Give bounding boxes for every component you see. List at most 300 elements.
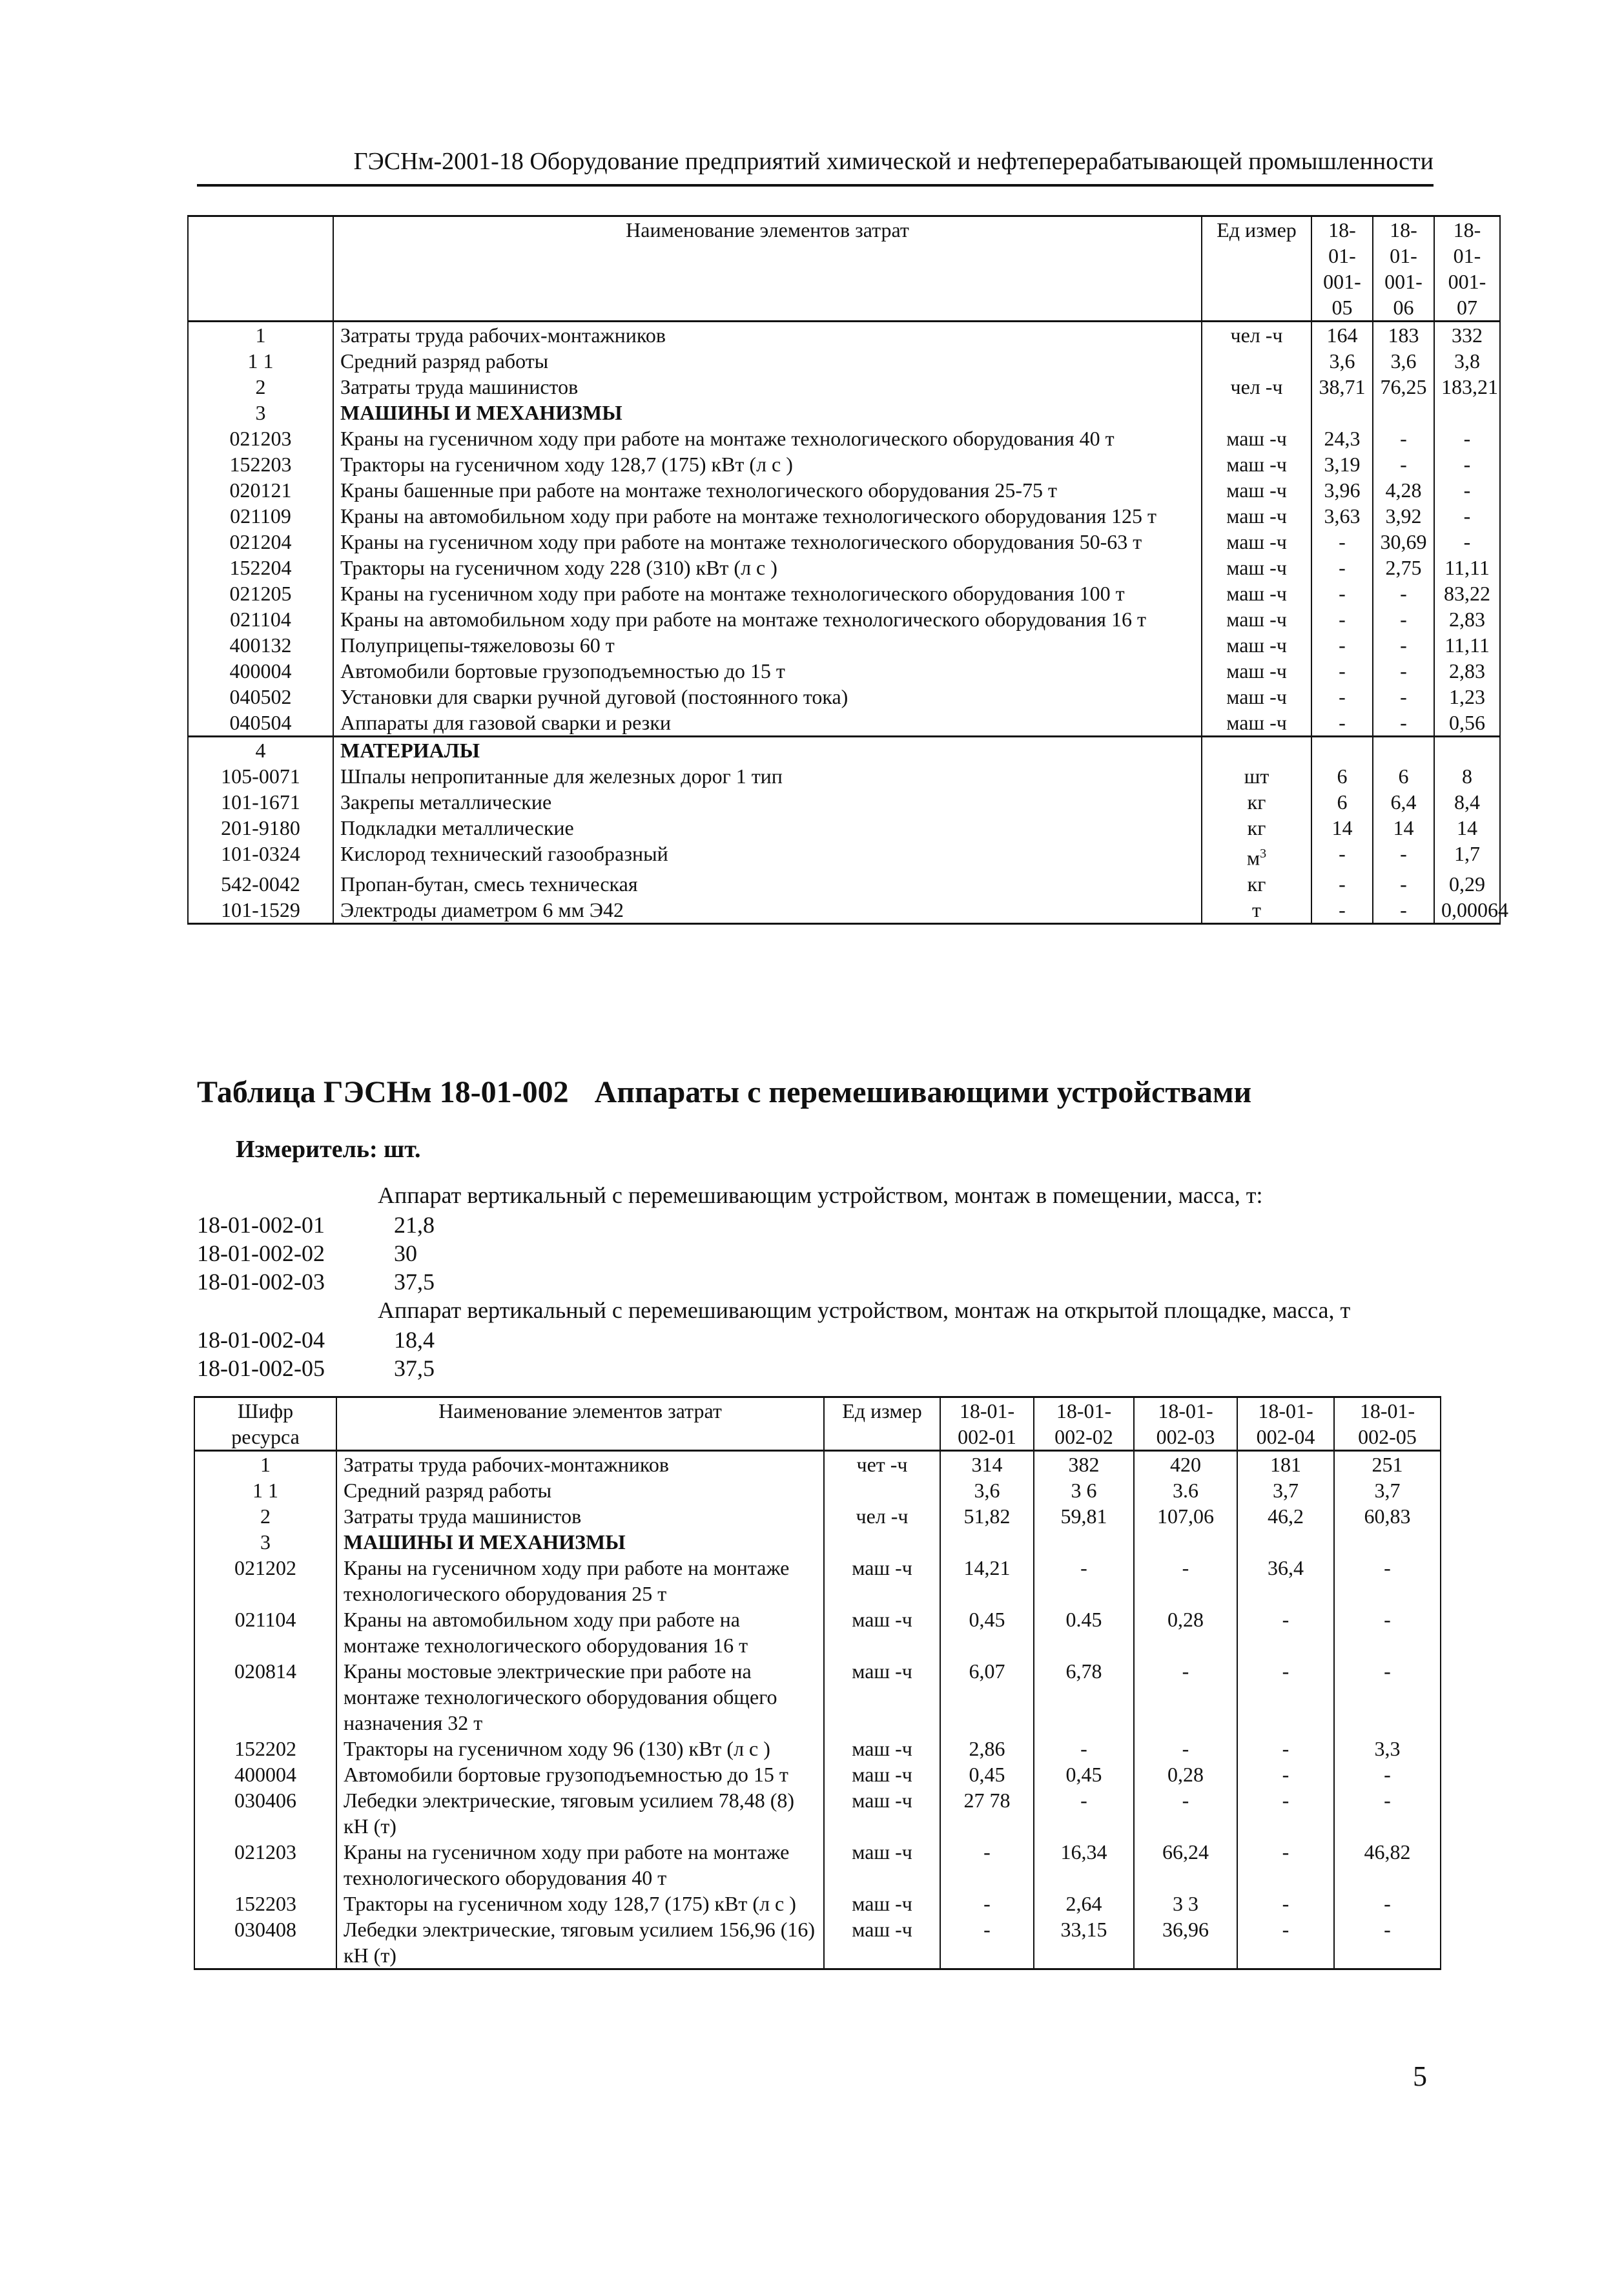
norm-value: - — [1237, 1891, 1334, 1916]
cost-element-name: Кислород технический газообразный — [333, 841, 1202, 871]
norm-value — [1434, 400, 1500, 426]
header-col: 18-01-002-04 — [1237, 1397, 1334, 1451]
unit-of-measure: маш -ч — [1202, 632, 1311, 658]
norm-value: - — [1134, 1555, 1237, 1607]
norm-value — [1134, 1529, 1237, 1555]
norm-value: 59,81 — [1034, 1503, 1134, 1529]
norm-value: 66,24 — [1134, 1839, 1237, 1891]
norm-value: - — [1311, 871, 1373, 897]
norm-value: 332 — [1434, 322, 1500, 349]
unit-of-measure: шт — [1202, 763, 1311, 789]
norm-value: 0,45 — [1034, 1761, 1134, 1787]
table-title-text: Аппараты с перемешивающими устройствами — [594, 1075, 1252, 1109]
norm-value: 3,92 — [1373, 503, 1434, 529]
resource-code: 152203 — [194, 1891, 336, 1916]
unit-of-measure: маш -ч — [1202, 529, 1311, 555]
norm-value: 46,82 — [1334, 1839, 1441, 1891]
norm-value — [1237, 1529, 1334, 1555]
norm-value: - — [1373, 580, 1434, 606]
table-row — [194, 1503, 1441, 1529]
norm-value: - — [1334, 1607, 1441, 1658]
norm-value: - — [940, 1916, 1034, 1969]
resource-code: 021104 — [194, 1607, 336, 1658]
table-row — [194, 1916, 1441, 1969]
norm-value: 0,28 — [1134, 1607, 1237, 1658]
section-heading: МАШИНЫ И МЕХАНИЗМЫ — [333, 400, 1202, 426]
norm-value: - — [1434, 451, 1500, 477]
norm-value: 27 78 — [940, 1787, 1034, 1839]
norm-value: - — [1373, 684, 1434, 710]
norm-value — [1434, 737, 1500, 764]
norm-value: - — [1134, 1658, 1237, 1736]
norm-value: - — [1334, 1891, 1441, 1916]
unit-of-measure: маш -ч — [1202, 580, 1311, 606]
unit-of-measure: маш -ч — [1202, 658, 1311, 684]
norm-value: 14,21 — [940, 1555, 1034, 1607]
unit-of-measure: чел -ч — [824, 1503, 940, 1529]
unit-of-measure — [824, 1477, 940, 1503]
norm-value: 30,69 — [1373, 529, 1434, 555]
cost-element-name: Тракторы на гусеничном ходу 228 (310) кВт (л с ) — [333, 555, 1202, 580]
unit-of-measure: маш -ч — [824, 1891, 940, 1916]
unit-of-measure: т — [1202, 897, 1311, 924]
measure-unit: Измеритель: шт. — [236, 1136, 421, 1163]
norm-code: 18-01-002-01 — [197, 1212, 325, 1238]
norm-value: - — [1311, 684, 1373, 710]
norm-value: - — [1334, 1787, 1441, 1839]
table-row — [188, 737, 1500, 764]
norm-value: 16,34 — [1034, 1839, 1134, 1891]
norm-value — [1311, 737, 1373, 764]
cost-element-name: Средний разряд работы — [333, 348, 1202, 374]
norm-value: 0,00064 — [1434, 897, 1500, 924]
header-col: 18-01-002-01 — [940, 1397, 1034, 1451]
norm-value: - — [1311, 555, 1373, 580]
table-row — [188, 477, 1500, 503]
norm-value: - — [1311, 529, 1373, 555]
cost-element-name: Средний разряд работы — [336, 1477, 824, 1503]
resource-code: 542-0042 — [188, 871, 333, 897]
unit-superscript: 3 — [1260, 847, 1267, 861]
table-row — [188, 374, 1500, 400]
norm-value: 0.45 — [1034, 1607, 1134, 1658]
norm-value: - — [1034, 1787, 1134, 1839]
norm-value: 3,6 — [1311, 348, 1373, 374]
norm-value: - — [1311, 841, 1373, 871]
unit-of-measure: маш -ч — [1202, 451, 1311, 477]
cost-element-name: Тракторы на гусеничном ходу 128,7 (175) кВт (л с ) — [333, 451, 1202, 477]
norm-value: - — [1373, 710, 1434, 737]
unit-of-measure: маш -ч — [1202, 503, 1311, 529]
cost-element-name: Тракторы на гусеничном ходу 96 (130) кВт (л с ) — [336, 1736, 824, 1761]
norm-value: - — [1237, 1761, 1334, 1787]
norm-value: 3 3 — [1134, 1891, 1237, 1916]
resource-code: 1 1 — [194, 1477, 336, 1503]
norm-value: - — [940, 1891, 1034, 1916]
norm-value: - — [1311, 606, 1373, 632]
norm-value: - — [1334, 1555, 1441, 1607]
norm-code: 18-01-002-05 — [197, 1355, 325, 1381]
header-rule — [197, 184, 1434, 187]
norm-value: 2,75 — [1373, 555, 1434, 580]
section-heading: МАШИНЫ И МЕХАНИЗМЫ — [336, 1529, 824, 1555]
norm-value: 107,06 — [1134, 1503, 1237, 1529]
table-row — [188, 529, 1500, 555]
resource-code: 1 — [194, 1451, 336, 1478]
resource-code: 400004 — [194, 1761, 336, 1787]
table-row — [188, 789, 1500, 815]
cost-element-name: Электроды диаметром 6 мм Э42 — [333, 897, 1202, 924]
norm-value: - — [940, 1839, 1034, 1891]
page-number: 5 — [1413, 2060, 1427, 2092]
norm-value: 0,56 — [1434, 710, 1500, 737]
norm-value: 6 — [1311, 763, 1373, 789]
norm-value: 4,28 — [1373, 477, 1434, 503]
norm-value: 11,11 — [1434, 555, 1500, 580]
table-row — [188, 580, 1500, 606]
norm-value: 6 — [1311, 789, 1373, 815]
norm-value: 36,96 — [1134, 1916, 1237, 1969]
group-heading: Аппарат вертикальный с перемешивающим устройством, монтаж в помещении, масса, т: — [378, 1182, 1263, 1208]
resource-code: 030408 — [194, 1916, 336, 1969]
section-heading: МАТЕРИАЛЫ — [333, 737, 1202, 764]
norm-value: - — [1034, 1555, 1134, 1607]
resource-code: 4 — [188, 737, 333, 764]
norm-value: 14 — [1311, 815, 1373, 841]
cost-element-name: Затраты труда машинистов — [336, 1503, 824, 1529]
table-row — [194, 1529, 1441, 1555]
cost-element-name: Подкладки металлические — [333, 815, 1202, 841]
norm-value: 8 — [1434, 763, 1500, 789]
cost-element-name: Краны на гусеничном ходу при работе на монтаже технологического оборудования 50-63 т — [333, 529, 1202, 555]
resource-code: 040502 — [188, 684, 333, 710]
cost-element-name: Краны на гусеничном ходу при работе на монтаже технологического оборудования 100 т — [333, 580, 1202, 606]
unit-of-measure: маш -ч — [824, 1658, 940, 1736]
cost-element-name: Шпалы непропитанные для железных дорог 1 тип — [333, 763, 1202, 789]
norm-value: - — [1334, 1658, 1441, 1736]
norm-value: 1,7 — [1434, 841, 1500, 871]
table-title — [197, 1074, 1430, 1110]
header-col: 18-01-001-06 — [1373, 216, 1434, 322]
table-row — [194, 1451, 1441, 1478]
header-col: 18-01-002-03 — [1134, 1397, 1237, 1451]
cost-element-name: Установки для сварки ручной дуговой (постоянного тока) — [333, 684, 1202, 710]
norm-value — [1311, 400, 1373, 426]
norm-value — [1373, 737, 1434, 764]
resource-code: 105-0071 — [188, 763, 333, 789]
unit-of-measure: кг — [1202, 815, 1311, 841]
norm-value: 2,83 — [1434, 606, 1500, 632]
norm-value: 3,8 — [1434, 348, 1500, 374]
table-row — [194, 1839, 1441, 1891]
norm-value: 314 — [940, 1451, 1034, 1478]
norm-value: - — [1134, 1736, 1237, 1761]
norm-value: 36,4 — [1237, 1555, 1334, 1607]
norm-value: 24,3 — [1311, 426, 1373, 451]
cost-element-name: Краны башенные при работе на монтаже технологического оборудования 25-75 т — [333, 477, 1202, 503]
norm-value: - — [1237, 1607, 1334, 1658]
resource-code: 3 — [194, 1529, 336, 1555]
norm-value: - — [1311, 580, 1373, 606]
norm-value: 3,6 — [940, 1477, 1034, 1503]
cost-element-name: Автомобили бортовые грузоподъемностью до 15 т — [336, 1761, 824, 1787]
unit-of-measure: маш -ч — [1202, 426, 1311, 451]
running-header: ГЭСНм-2001-18 Оборудование предприятий химической и нефтеперерабатывающей промышленности — [353, 148, 1434, 175]
resource-table-001 — [187, 215, 1508, 925]
unit-of-measure: маш -ч — [824, 1761, 940, 1787]
resource-code: 2 — [194, 1503, 336, 1529]
norm-value: 33,15 — [1034, 1916, 1134, 1969]
norm-value: - — [1034, 1736, 1134, 1761]
table-row — [188, 503, 1500, 529]
resource-code: 101-1529 — [188, 897, 333, 924]
unit-of-measure: кг — [1202, 789, 1311, 815]
norm-value: - — [1373, 632, 1434, 658]
resource-table-002 — [194, 1396, 1441, 1970]
header-unit: Ед измер — [1202, 216, 1311, 322]
norm-value: 51,82 — [940, 1503, 1034, 1529]
norm-value: - — [1237, 1839, 1334, 1891]
table-row — [188, 710, 1500, 737]
resource-code: 101-1671 — [188, 789, 333, 815]
table-row — [194, 1736, 1441, 1761]
table-row — [194, 1477, 1441, 1503]
header-col: 18-01-002-05 — [1334, 1397, 1441, 1451]
cost-element-name: Полуприцепы-тяжеловозы 60 т — [333, 632, 1202, 658]
norm-value: - — [1373, 658, 1434, 684]
norm-code: 18-01-002-02 — [197, 1240, 325, 1266]
norm-value: 6,78 — [1034, 1658, 1134, 1736]
header-col: 18-01-001-07 — [1434, 216, 1500, 322]
resource-code: 021109 — [188, 503, 333, 529]
cost-element-name: Затраты труда рабочих-монтажников — [336, 1451, 824, 1478]
resource-code: 021203 — [194, 1839, 336, 1891]
norm-value: 420 — [1134, 1451, 1237, 1478]
cost-element-name: Краны на гусеничном ходу при работе на монтаже технологического оборудования 40 т — [333, 426, 1202, 451]
norm-value: 3,7 — [1334, 1477, 1441, 1503]
table-row — [188, 658, 1500, 684]
table-row — [188, 400, 1500, 426]
cost-element-name: Лебедки электрические, тяговым усилием 156,96 (16) кН (т) — [336, 1916, 824, 1969]
header-code: Шифр ресурса — [194, 1397, 336, 1451]
norm-value: 2,86 — [940, 1736, 1034, 1761]
resource-code: 020814 — [194, 1658, 336, 1736]
norm-value: - — [1434, 529, 1500, 555]
table-row — [188, 763, 1500, 789]
norm-value: - — [1434, 477, 1500, 503]
cost-element-name: Затраты труда машинистов — [333, 374, 1202, 400]
norm-value: 2,64 — [1034, 1891, 1134, 1916]
norm-value: 38,71 — [1311, 374, 1373, 400]
cost-element-name: Краны мостовые электрические при работе на монтаже технологического оборудования общего назначения 32 т — [336, 1658, 824, 1736]
resource-code: 152204 — [188, 555, 333, 580]
norm-value: 11,11 — [1434, 632, 1500, 658]
norm-value: 46,2 — [1237, 1503, 1334, 1529]
table-row — [194, 1787, 1441, 1839]
unit-of-measure: маш -ч — [1202, 606, 1311, 632]
norm-value: - — [1434, 503, 1500, 529]
norm-code: 18-01-002-03 — [197, 1269, 325, 1295]
table-row — [188, 451, 1500, 477]
resource-code: 1 1 — [188, 348, 333, 374]
norm-value — [1334, 1529, 1441, 1555]
norm-value: 37,5 — [394, 1269, 435, 1295]
resource-code: 021104 — [188, 606, 333, 632]
cost-element-name: Автомобили бортовые грузоподъемностью до 15 т — [333, 658, 1202, 684]
norm-value: - — [1237, 1787, 1334, 1839]
cost-element-name: Пропан-бутан, смесь техническая — [333, 871, 1202, 897]
header-name: Наименование элементов затрат — [333, 216, 1202, 322]
norm-value: - — [1434, 426, 1500, 451]
norm-value: 3,3 — [1334, 1736, 1441, 1761]
header-col: 18-01-001-05 — [1311, 216, 1373, 322]
norm-value: - — [1237, 1916, 1334, 1969]
table-title-code: Таблица ГЭСНм 18-01-002 — [197, 1075, 569, 1109]
unit-of-measure: маш -ч — [824, 1916, 940, 1969]
norm-value — [1034, 1529, 1134, 1555]
norm-value: 21,8 — [394, 1212, 435, 1238]
resource-code: 152202 — [194, 1736, 336, 1761]
norm-value: - — [1334, 1761, 1441, 1787]
norm-value: - — [1237, 1658, 1334, 1736]
norm-value: 6,07 — [940, 1658, 1034, 1736]
norm-value: - — [1373, 606, 1434, 632]
unit-of-measure — [1202, 348, 1311, 374]
unit-of-measure — [824, 1529, 940, 1555]
table-row — [188, 632, 1500, 658]
unit-of-measure: маш -ч — [1202, 710, 1311, 737]
cost-element-name: Краны на автомобильном ходу при работе на монтаже технологического оборудования 16 т — [333, 606, 1202, 632]
norm-value: 164 — [1311, 322, 1373, 349]
norm-value: 382 — [1034, 1451, 1134, 1478]
norm-value: 60,83 — [1334, 1503, 1441, 1529]
cost-element-name: Краны на гусеничном ходу при работе на монтаже технологического оборудования 25 т — [336, 1555, 824, 1607]
norm-value: - — [1311, 658, 1373, 684]
norm-value: 3,6 — [1373, 348, 1434, 374]
resource-code: 152203 — [188, 451, 333, 477]
table-row — [188, 897, 1500, 924]
resource-code: 021203 — [188, 426, 333, 451]
unit-of-measure: кг — [1202, 871, 1311, 897]
norm-value: 0,45 — [940, 1607, 1034, 1658]
norm-value: 30 — [394, 1240, 417, 1266]
norm-value: 8,4 — [1434, 789, 1500, 815]
table-row — [188, 871, 1500, 897]
cost-element-name: Закрепы металлические — [333, 789, 1202, 815]
norm-value — [940, 1529, 1034, 1555]
norm-value: - — [1373, 871, 1434, 897]
unit-of-measure: $м^3$ — [1202, 841, 1311, 871]
norm-value: 6,4 — [1373, 789, 1434, 815]
norm-value: 183,21 — [1434, 374, 1500, 400]
norm-value: 14 — [1434, 815, 1500, 841]
resource-code: 040504 — [188, 710, 333, 737]
norm-value: 14 — [1373, 815, 1434, 841]
norm-value: 3.6 — [1134, 1477, 1237, 1503]
unit-of-measure: чел -ч — [1202, 374, 1311, 400]
table-row — [188, 684, 1500, 710]
table-header-row — [194, 1397, 1441, 1451]
norm-value: 6 — [1373, 763, 1434, 789]
norm-value: 0,28 — [1134, 1761, 1237, 1787]
norm-code: 18-01-002-04 — [197, 1327, 325, 1353]
resource-code: 020121 — [188, 477, 333, 503]
cost-element-name: Тракторы на гусеничном ходу 128,7 (175) кВт (л с ) — [336, 1891, 824, 1916]
norm-value: - — [1373, 426, 1434, 451]
header-unit: Ед измер — [824, 1397, 940, 1451]
norm-value: 3 6 — [1034, 1477, 1134, 1503]
table-row — [194, 1761, 1441, 1787]
table-row — [194, 1891, 1441, 1916]
resource-code: 3 — [188, 400, 333, 426]
cost-element-name: Аппараты для газовой сварки и резки — [333, 710, 1202, 737]
table-row — [188, 606, 1500, 632]
resource-code: 021202 — [194, 1555, 336, 1607]
norm-value: 76,25 — [1373, 374, 1434, 400]
resource-code: 101-0324 — [188, 841, 333, 871]
norm-value: 3,7 — [1237, 1477, 1334, 1503]
norm-value: - — [1311, 710, 1373, 737]
table-row — [188, 841, 1500, 871]
table-row — [188, 348, 1500, 374]
table-row — [188, 555, 1500, 580]
table-row — [194, 1607, 1441, 1658]
norm-value: - — [1334, 1916, 1441, 1969]
cost-element-name: Затраты труда рабочих-монтажников — [333, 322, 1202, 349]
header-code — [188, 216, 333, 322]
table-row — [188, 426, 1500, 451]
table-header-row — [188, 216, 1500, 322]
unit-of-measure: маш -ч — [824, 1736, 940, 1761]
header-name: Наименование элементов затрат — [336, 1397, 824, 1451]
norm-value — [1373, 400, 1434, 426]
unit-of-measure: маш -ч — [1202, 684, 1311, 710]
norm-value: 3,19 — [1311, 451, 1373, 477]
resource-code: 1 — [188, 322, 333, 349]
norm-value: 1,23 — [1434, 684, 1500, 710]
table-row — [194, 1555, 1441, 1607]
cost-element-name: Лебедки электрические, тяговым усилием 78,48 (8) кН (т) — [336, 1787, 824, 1839]
norm-value: 37,5 — [394, 1355, 435, 1381]
resource-code: 400004 — [188, 658, 333, 684]
table-row — [188, 815, 1500, 841]
unit-of-measure: маш -ч — [824, 1607, 940, 1658]
norm-value: - — [1134, 1787, 1237, 1839]
norm-value: - — [1373, 451, 1434, 477]
resource-code: 021205 — [188, 580, 333, 606]
unit-of-measure: маш -ч — [824, 1839, 940, 1891]
norm-value: 83,22 — [1434, 580, 1500, 606]
cost-element-name: Краны на автомобильном ходу при работе на монтаже технологического оборудования 16 т — [336, 1607, 824, 1658]
norm-value: - — [1373, 897, 1434, 924]
group-heading: Аппарат вертикальный с перемешивающим устройством, монтаж на открытой площадке, масса, т — [378, 1297, 1351, 1323]
norm-value: 3,63 — [1311, 503, 1373, 529]
cost-element-name: Краны на гусеничном ходу при работе на монтаже технологического оборудования 40 т — [336, 1839, 824, 1891]
norm-value: 181 — [1237, 1451, 1334, 1478]
unit-of-measure: чел -ч — [1202, 322, 1311, 349]
unit-of-measure: маш -ч — [824, 1555, 940, 1607]
unit-of-measure — [1202, 737, 1311, 764]
norm-value: 251 — [1334, 1451, 1441, 1478]
resource-code: 2 — [188, 374, 333, 400]
norm-value: 3,96 — [1311, 477, 1373, 503]
resource-code: 021204 — [188, 529, 333, 555]
unit-of-measure: чет -ч — [824, 1451, 940, 1478]
cost-element-name: Краны на автомобильном ходу при работе на монтаже технологического оборудования 125 т — [333, 503, 1202, 529]
unit-of-measure: маш -ч — [1202, 477, 1311, 503]
norm-value: 2,83 — [1434, 658, 1500, 684]
table-row — [194, 1658, 1441, 1736]
